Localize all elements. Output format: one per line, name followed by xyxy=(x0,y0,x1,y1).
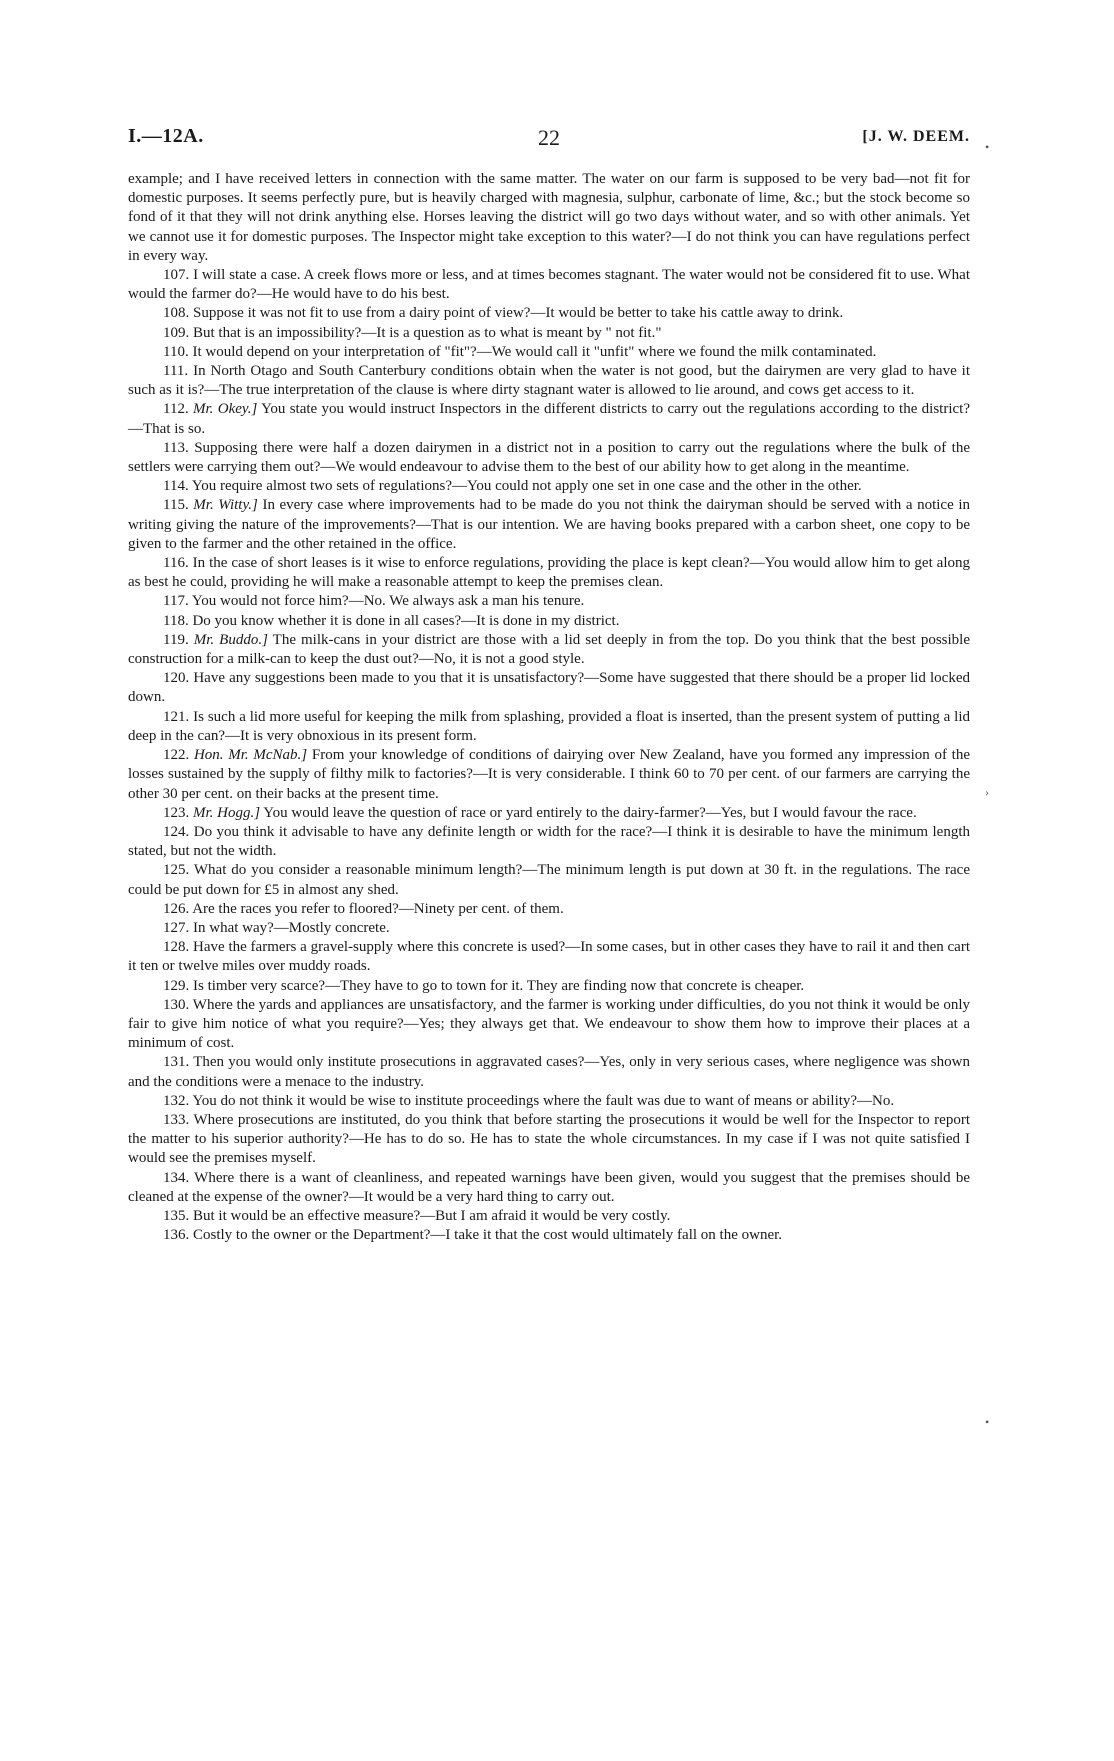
question-paragraph xyxy=(128,861,970,899)
question-paragraph xyxy=(128,669,970,707)
question-text: In every case where improvements had to be made do you not think the dairyman should be served with a notice in writing giving the nature of the improvements?—That is our intention. We are having books prepared with a carbon sheet, one copy to be given to the farmer and the other retained in the office. xyxy=(128,497,970,552)
question-number: 129. xyxy=(163,977,190,994)
speaker-name: Mr. Hogg.] xyxy=(193,804,261,821)
margin-mark: • xyxy=(985,1415,990,1429)
question-number: 133. xyxy=(163,1111,190,1128)
question-number: 131. xyxy=(163,1054,190,1071)
speaker-name: Mr. Buddo.] xyxy=(193,631,268,648)
question-paragraph xyxy=(128,823,970,861)
question-paragraph xyxy=(128,304,970,323)
question-number: 115. xyxy=(163,497,189,514)
question-text: The milk-cans in your district are those with a lid set deeply in from the top. Do you think that the best possible construction for a milk-can to keep the dust out?—No, it is not a good style. xyxy=(128,631,970,668)
question-paragraph xyxy=(128,919,970,938)
intro-paragraph: example; and I have received letters in connection with the same matter. The water on our farm is supposed to be very bad—not fit for domestic purposes. It seems perfectly pure, but is heavily charged with magnesia, sulphur, carbonate of lime, &c.; but the stock become so fond of it that they will not drink anything else. Horses leaving the district will go two days without water, and so with other animals. Yet we cannot use it for domestic purposes. The Inspector might take exception to this water?—I do not think you can have regulations perfect in every way. xyxy=(128,171,970,264)
question-paragraph xyxy=(128,900,970,919)
question-text: You require almost two sets of regulations?—You could not apply one set in one case and the other in the other. xyxy=(191,478,862,495)
question-number: 125. xyxy=(163,862,190,879)
question-paragraph xyxy=(128,938,970,976)
question-paragraph xyxy=(128,746,970,804)
question-text: Suppose it was not fit to use from a dairy point of view?—It would be better to take his cattle away to drink. xyxy=(193,305,844,322)
question-number: 110. xyxy=(163,343,189,360)
question-paragraph xyxy=(128,631,970,669)
margin-mark: › xyxy=(985,785,989,799)
question-paragraph xyxy=(128,266,970,304)
question-text: Are the races you refer to floored?—Ninety per cent. of them. xyxy=(192,900,564,917)
question-number: 123. xyxy=(163,804,190,821)
question-number: 109. xyxy=(163,324,190,341)
question-paragraph xyxy=(128,708,970,746)
question-number: 111. xyxy=(163,363,189,380)
question-paragraph xyxy=(128,977,970,996)
question-paragraph xyxy=(128,1169,970,1207)
document-reference: I.—12A. xyxy=(128,125,204,147)
question-text: In the case of short leases is it wise to enforce regulations, providing the place is kept clean?—You would allow him to get along as best he could, providing he will make a reasonable attempt to keep the premises clean. xyxy=(128,555,971,591)
question-text: Where prosecutions are instituted, do you think that before starting the prosecutions it would be well for the Inspector to report the matter to his superior authority?—He has to do so. He has to state the whole circumstances. In my case if I was not quite satisfied I would see the premises myself. xyxy=(128,1111,970,1167)
question-number: 122. xyxy=(163,747,190,764)
question-text: From your knowledge of conditions of dairying over New Zealand, have you formed any impression of the losses sustained by the supply of filthy milk to factories?—It is very considerable. I think 60 to 70 per cent. of our farmers are carrying the other 30 per cent. on their backs at the present time. xyxy=(128,747,971,802)
speaker-name: Mr. Okey.] xyxy=(193,401,258,418)
question-text: In what way?—Mostly concrete. xyxy=(193,919,390,936)
question-number: 120. xyxy=(163,670,190,687)
question-text: But that is an impossibility?—It is a question as to what is meant by " not fit." xyxy=(193,324,662,341)
question-paragraph xyxy=(128,400,970,438)
speaker-name: Mr. Witty.] xyxy=(193,497,258,514)
question-number: 127. xyxy=(163,919,190,936)
question-number: 113. xyxy=(163,439,189,456)
question-text: In North Otago and South Canterbury conditions obtain when the water is not good, but the dairymen are very glad to have it such as it is?—The true interpretation of the clause is where dirty stagnant water is allowed to lie around, and cows get access to it. xyxy=(128,363,971,399)
question-text: Have the farmers a gravel-supply where this concrete is used?—In some cases, but in other cases they have to rail it and then cart it ten or twelve miles over muddy roads. xyxy=(128,939,970,975)
question-paragraph xyxy=(128,612,970,631)
question-text: Supposing there were half a dozen dairymen in a district not in a position to carry out the regulations where the bulk of the settlers were carrying them out?—We would endeavour to advise them to the best of our ability how to get along in the meantime. xyxy=(128,439,970,476)
question-text: You do not think it would be wise to institute proceedings where the fault was due to want of means or ability?—No. xyxy=(192,1092,895,1109)
question-number: 124. xyxy=(163,823,190,840)
question-paragraph xyxy=(128,1226,970,1245)
question-text: You would leave the question of race or yard entirely to the dairy-farmer?—Yes, but I would favour the race. xyxy=(263,804,917,821)
question-number: 130. xyxy=(163,996,190,1013)
question-paragraph xyxy=(128,554,970,592)
question-paragraph xyxy=(128,439,970,477)
question-number: 135. xyxy=(163,1207,190,1224)
question-text: Do you think it advisable to have any definite length or width for the race?—I think it is desirable to have the minimum length stated, but not the width. xyxy=(128,823,970,860)
question-paragraph xyxy=(128,996,970,1054)
question-paragraph xyxy=(128,1053,970,1091)
question-text: Where the yards and appliances are unsatisfactory, and the farmer is working under difficulties, do you not think it would be only fair to give him notice of what you require?—Yes; they always get that. We endeavour to show them how to improve their places at a minimum of cost. xyxy=(128,996,971,1052)
question-number: 119. xyxy=(163,631,189,648)
question-paragraph xyxy=(128,477,970,496)
question-paragraph xyxy=(128,1111,970,1169)
question-paragraph xyxy=(128,324,970,343)
question-number: 136. xyxy=(163,1227,190,1244)
question-number: 108. xyxy=(163,305,190,322)
question-number: 132. xyxy=(163,1092,190,1109)
question-text: It would depend on your interpretation of "fit"?—We would call it "unfit" where we found the milk contaminated. xyxy=(192,343,877,360)
question-text: Costly to the owner or the Department?—I take it that the cost would ultimately fall on the owner. xyxy=(193,1227,783,1244)
question-number: 114. xyxy=(163,478,189,495)
question-number: 128. xyxy=(163,939,190,956)
question-number: 116. xyxy=(163,555,189,572)
question-number: 126. xyxy=(163,900,190,917)
question-paragraph xyxy=(128,804,970,823)
page-number: 22 xyxy=(538,125,560,150)
question-text: Is such a lid more useful for keeping the milk from splashing, provided a float is inserted, than the present system of putting a lid deep in the can?—It is very obnoxious in its present form. xyxy=(128,708,970,744)
question-paragraph xyxy=(128,1092,970,1111)
question-text: What do you consider a reasonable minimum length?—The minimum length is put down at 30 ft. in the regulations. The race could be put down for £5 in almost any shed. xyxy=(128,862,970,898)
question-text: Where there is a want of cleanliness, and repeated warnings have been given, would you suggest that the premises should be cleaned at the expense of the owner?—It would be a very hard thing to carry out. xyxy=(128,1169,970,1205)
page-header xyxy=(128,125,970,153)
question-text: You would not force him?—No. We always ask a man his tenure. xyxy=(191,593,585,610)
question-text: Is timber very scarce?—They have to go to town for it. They are finding now that concrete is cheaper. xyxy=(193,977,805,994)
question-paragraph xyxy=(128,343,970,362)
question-paragraph xyxy=(128,1207,970,1226)
witness-name: [J. W. DEEM. xyxy=(862,128,970,145)
question-text: You state you would instruct Inspectors in the different districts to carry out the regulations according to the district?—That is so. xyxy=(128,401,970,437)
question-number: 112. xyxy=(163,401,189,418)
question-number: 134. xyxy=(163,1169,190,1186)
question-text: Do you know whether it is done in all cases?—It is done in my district. xyxy=(192,612,620,629)
question-text: But it would be an effective measure?—But I am afraid it would be very costly. xyxy=(193,1207,671,1224)
question-paragraph xyxy=(128,362,970,400)
question-number: 118. xyxy=(163,612,189,629)
question-number: 107. xyxy=(163,267,190,284)
question-paragraph xyxy=(128,496,970,554)
document-body xyxy=(128,170,970,1245)
question-paragraph xyxy=(128,592,970,611)
question-number: 117. xyxy=(163,593,189,610)
margin-mark: • xyxy=(985,140,990,154)
speaker-name: Hon. Mr. McNab.] xyxy=(193,747,308,764)
question-number: 121. xyxy=(163,708,190,725)
question-text: Have any suggestions been made to you that it is unsatisfactory?—Some have suggested that there should be a proper lid locked down. xyxy=(128,670,970,706)
question-text: Then you would only institute prosecutions in aggravated cases?—Yes, only in very serious cases, where negligence was shown and the conditions were a menace to the industry. xyxy=(128,1054,970,1090)
question-text: I will state a case. A creek flows more or less, and at times becomes stagnant. The water would not be considered fit to use. What would the farmer do?—He would have to do his best. xyxy=(128,267,971,303)
